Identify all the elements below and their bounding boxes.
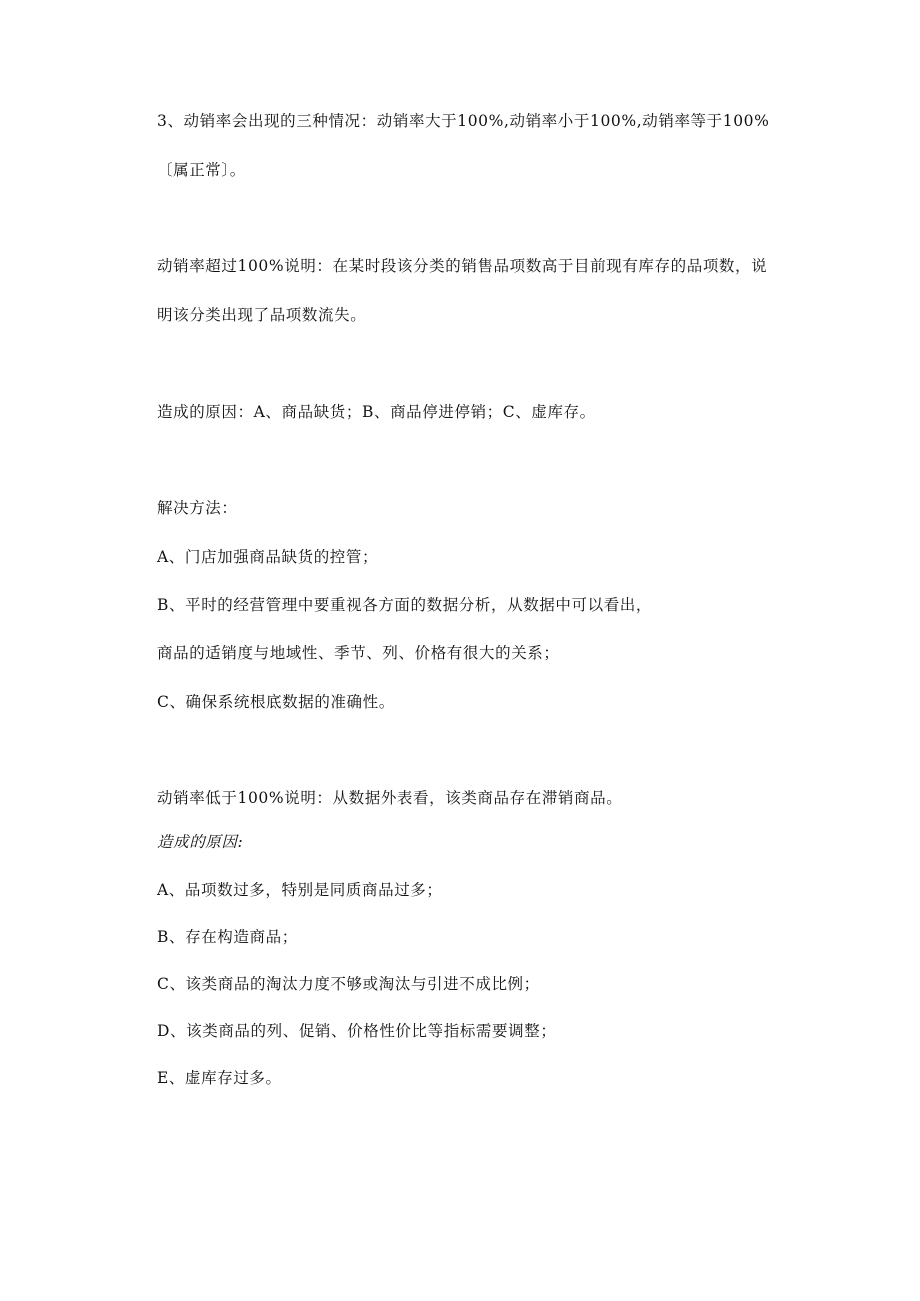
paragraph-under-100: 动销率低于100%说明：从数据外表看，该类商品存在滞销商品。 [157, 789, 623, 807]
paragraph-causes-over: 造成的原因：A、商品缺货；B、商品停进停销；C、虚库存。 [157, 403, 596, 421]
paragraph-turnover-cases: 3、动销率会出现的三种情况：动销率大于100%,动销率小于100%,动销率等于100% [157, 112, 770, 130]
cause-item-a: A、品项数过多，特别是同质商品过多； [157, 881, 443, 899]
cause-item-d: D、该类商品的列、促销、价格性价比等指标需要调整； [157, 1022, 557, 1040]
solution-item-b-cont: 商品的适销度与地域性、季节、列、价格有很大的关系； [157, 644, 560, 662]
heading-causes-under: 造成的原因: [157, 833, 244, 851]
paragraph-over-100-cont: 明该分类出现了品项数流失。 [157, 306, 367, 324]
cause-item-c: C、该类商品的淘汰力度不够或淘汰与引进不成比例； [157, 975, 540, 993]
solution-item-a: A、门店加强商品缺货的控管； [157, 548, 379, 566]
paragraph-turnover-cases-cont: 〔属正常〕。 [157, 161, 246, 179]
paragraph-over-100: 动销率超过100%说明：在某时段该分类的销售品项数高于目前现有库存的品项数，说 [157, 257, 768, 275]
cause-item-b: B、存在构造商品； [157, 928, 298, 946]
solution-item-b: B、平时的经营管理中要重视各方面的数据分析，从数据中可以看出， [157, 596, 652, 614]
cause-item-e: E、虚库存过多。 [157, 1069, 282, 1087]
heading-solutions: 解决方法： [157, 499, 238, 517]
solution-item-c: C、确保系统根底数据的准确性。 [157, 693, 395, 711]
